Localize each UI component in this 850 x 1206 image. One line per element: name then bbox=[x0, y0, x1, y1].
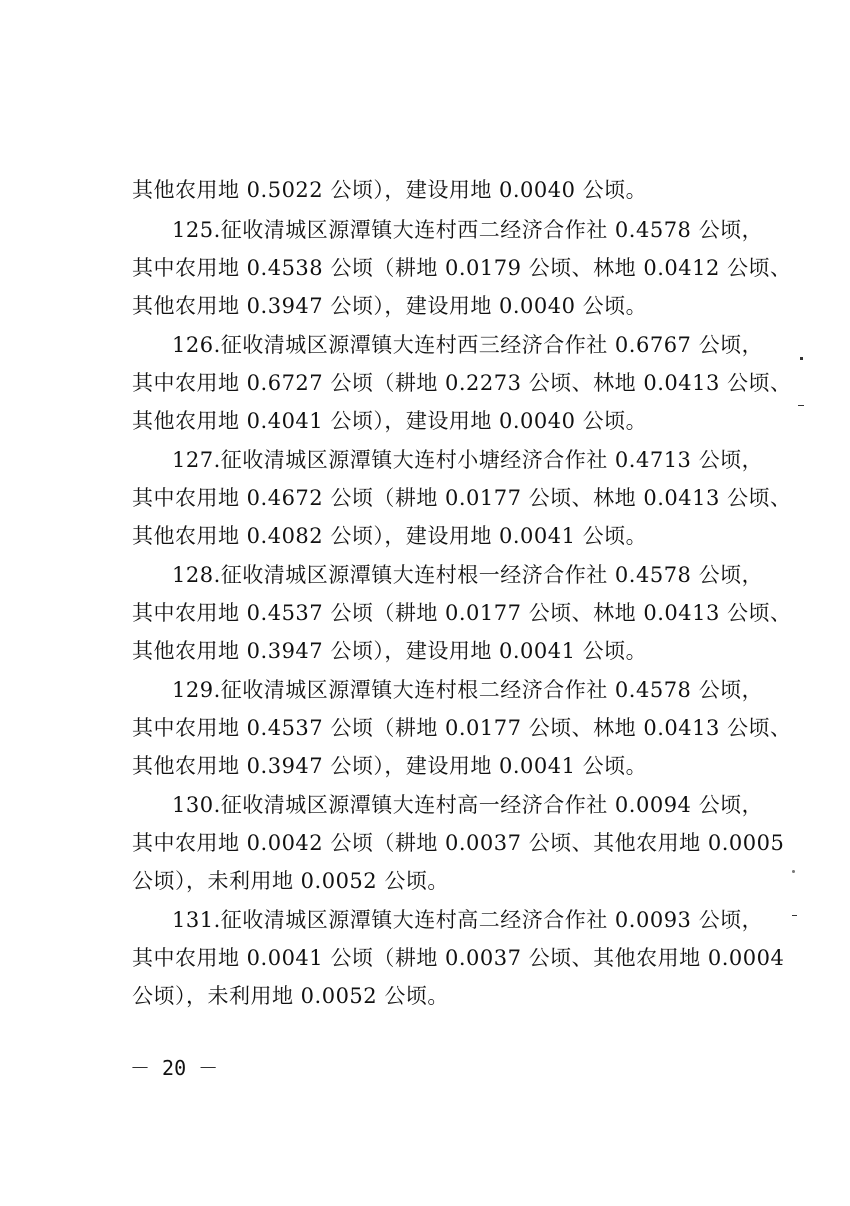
paragraph-line: 其中农用地 0.0041 公顷（耕地 0.0037 公顷、其他农用地 0.0004 bbox=[132, 946, 785, 970]
scan-mark bbox=[800, 357, 803, 360]
paragraph-line: 其中农用地 0.4672 公顷（耕地 0.0177 公顷、林地 0.0413 公顷、 bbox=[132, 486, 792, 510]
paragraph-line: 其中农用地 0.4538 公顷（耕地 0.0179 公顷、林地 0.0412 公顷、 bbox=[132, 256, 792, 280]
paragraph-line: 其他农用地 0.3947 公顷），建设用地 0.0041 公顷。 bbox=[132, 754, 648, 778]
paragraph-line: 其中农用地 0.4537 公顷（耕地 0.0177 公顷、林地 0.0413 公顷、 bbox=[132, 601, 792, 625]
paragraph-first-line: 128.征收清城区源潭镇大连村根一经济合作社 0.4578 公顷， bbox=[172, 563, 764, 587]
paragraph-line: 其他农用地 0.4041 公顷），建设用地 0.0040 公顷。 bbox=[132, 409, 648, 433]
paragraph-first-line: 130.征收清城区源潭镇大连村高一经济合作社 0.0094 公顷， bbox=[172, 793, 764, 817]
scan-mark bbox=[792, 870, 795, 873]
paragraph-first-line: 129.征收清城区源潭镇大连村根二经济合作社 0.4578 公顷， bbox=[172, 678, 764, 702]
paragraph-first-line: 131.征收清城区源潭镇大连村高二经济合作社 0.0093 公顷， bbox=[172, 908, 764, 932]
paragraph-line: 其中农用地 0.6727 公顷（耕地 0.2273 公顷、林地 0.0413 公顷、 bbox=[132, 371, 792, 395]
paragraph-line: 其他农用地 0.3947 公顷），建设用地 0.0041 公顷。 bbox=[132, 639, 648, 663]
paragraph-line: 其他农用地 0.5022 公顷），建设用地 0.0040 公顷。 bbox=[132, 178, 648, 202]
scan-mark bbox=[798, 405, 804, 406]
paragraph-line: 公顷），未利用地 0.0052 公顷。 bbox=[132, 869, 449, 893]
paragraph-first-line: 127.征收清城区源潭镇大连村小塘经济合作社 0.4713 公顷， bbox=[172, 448, 764, 472]
scan-mark bbox=[792, 915, 797, 916]
paragraph-line: 公顷），未利用地 0.0052 公顷。 bbox=[132, 984, 449, 1008]
paragraph-line: 其中农用地 0.0042 公顷（耕地 0.0037 公顷、其他农用地 0.0005 bbox=[132, 831, 785, 855]
paragraph-line: 其中农用地 0.4537 公顷（耕地 0.0177 公顷、林地 0.0413 公顷、 bbox=[132, 716, 792, 740]
paragraph-first-line: 125.征收清城区源潭镇大连村西二经济合作社 0.4578 公顷， bbox=[172, 218, 764, 242]
paragraph-first-line: 126.征收清城区源潭镇大连村西三经济合作社 0.6767 公顷， bbox=[172, 333, 764, 357]
page-number: － 20 － bbox=[130, 1056, 219, 1080]
paragraph-line: 其他农用地 0.4082 公顷），建设用地 0.0041 公顷。 bbox=[132, 524, 648, 548]
paragraph-line: 其他农用地 0.3947 公顷），建设用地 0.0040 公顷。 bbox=[132, 294, 648, 318]
